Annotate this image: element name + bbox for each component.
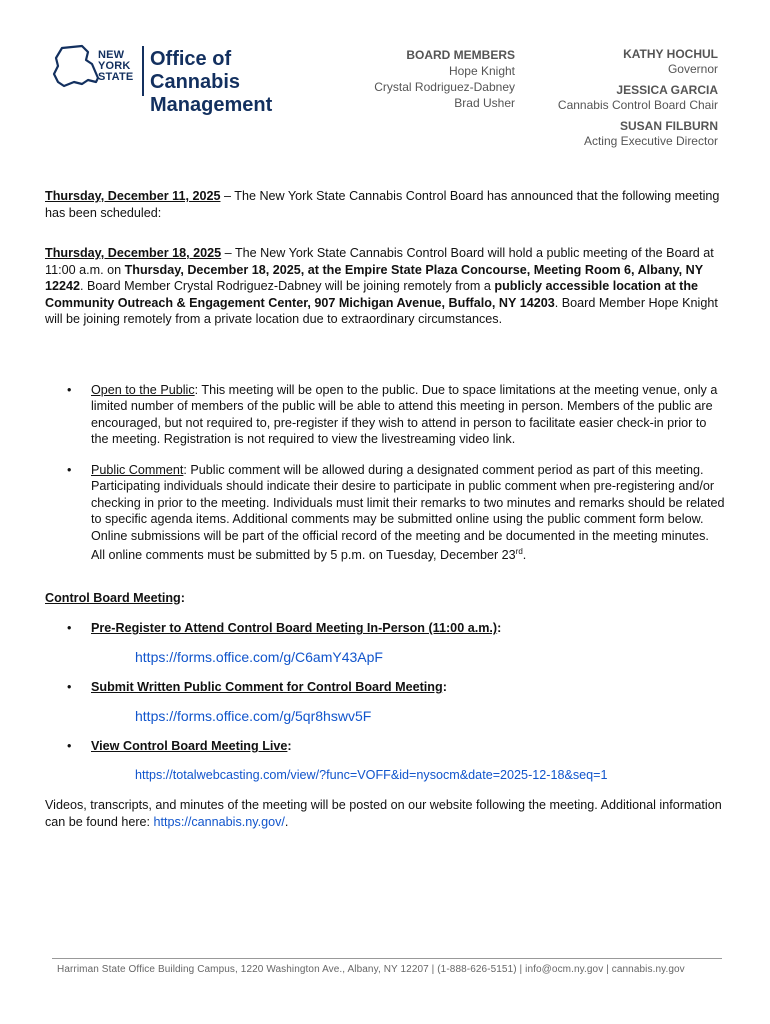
announcement-paragraph: Thursday, December 11, 2025 – The New York State Cannabis Control Board has announced that the following meeting has been scheduled:	[45, 189, 720, 220]
org-name: Office of Cannabis Management	[150, 48, 273, 116]
bullet-icon: •	[67, 462, 72, 477]
list-item: • View Control Board Meeting Live:	[67, 739, 292, 754]
footer-divider	[52, 958, 722, 959]
list-item: • Submit Written Public Comment for Control Board Meeting:	[67, 680, 447, 695]
new-york-state-wordmark: NEW YORK STATE	[98, 49, 134, 83]
meeting-location: Thursday, December 18, 2025, at the Empire State Plaza Concourse, Meeting Room 6, Albany, NY 12242	[45, 262, 703, 293]
bullet-icon: •	[67, 680, 72, 695]
board-member: Crystal Rodriguez-Dabney	[374, 80, 515, 94]
list-item: • Public Comment: Public comment will be allowed during a designated comment period as part of this meeting. Participating individuals should indicate their desire to participate in public comment when pre-registering and/or checking in prior to the meeting. Individuals must limit their remarks to two minutes and remarks should be related to specific agenda items. Additional comments may be submitted online using the public comment form below. Online submissions will be part of the official record of the meeting and be documented in the meeting minutes. All online comments must be submitted by 5 p.m. on Tuesday, December 23rd.	[67, 462, 725, 563]
public-comment-form-link[interactable]: https://forms.office.com/g/5qr8hswv5F	[135, 707, 372, 724]
pre-register-link[interactable]: https://forms.office.com/g/C6amY43ApF	[135, 648, 383, 665]
bullet-icon: •	[67, 621, 72, 636]
ocm-logo	[52, 44, 322, 116]
public-comment-form-label: Submit Written Public Comment for Control Board Meeting	[91, 680, 443, 695]
meeting-details-paragraph: Thursday, December 18, 2025 – The New York State Cannabis Control Board will hold a public meeting of the Board at 11:00 a.m. on Thursday, December 18, 2025, at the Empire State Plaza Concourse, Meeting Room 6, Albany, NY 12242. Board Member Crystal Rodriguez-Dabney will be joining remotely from a publicly accessible location at the Community Outreach & Engagement Center, 907 Michigan Avenue, Buffalo, NY 14203. Board Member Hope Knight will be joining remotely from a private location due to extraordinary circumstances.	[45, 246, 718, 326]
bullet-icon: •	[67, 382, 72, 397]
control-board-list-3	[45, 738, 725, 755]
remote-location: publicly accessible location at the Community Outreach & Engagement Center, 907 Michigan Avenue, Buffalo, NY 14203	[45, 279, 699, 310]
logo-divider	[142, 46, 144, 96]
pre-register-label: Pre-Register to Attend Control Board Meeting In-Person (11:00 a.m.)	[91, 621, 498, 636]
official-title: Cannabis Control Board Chair	[557, 98, 718, 112]
official-name: SUSAN FILBURN	[620, 119, 718, 133]
meeting-info-list	[45, 382, 725, 564]
list-item: • Open to the Public: This meeting will be open to the public. Due to space limitations at the meeting venue, only a limited number of members of the public will be able to attend this meeting in person. Members of the public are encouraged, but not required to, pre-register if they wish to attend in person to facilitate easier check-in prior to the meeting. Registration is not required to view the livestreaming video link.	[67, 382, 718, 446]
board-member: Hope Knight	[448, 64, 515, 78]
control-board-list	[45, 620, 725, 637]
closing-paragraph: Videos, transcripts, and minutes of the meeting will be posted on our website following the meeting. Additional information can be found here: https://cannabis.ny.gov/.	[45, 798, 722, 829]
website-link[interactable]: https://cannabis.ny.gov/	[153, 814, 285, 829]
new-york-state-map-icon	[52, 44, 100, 88]
bullet-icon: •	[67, 739, 72, 754]
official-name: JESSICA GARCIA	[616, 83, 718, 97]
official-title: Acting Executive Director	[583, 134, 718, 148]
board-members	[374, 47, 515, 111]
view-live-label: View Control Board Meeting Live	[91, 739, 288, 754]
view-live-link[interactable]: https://totalwebcasting.com/view/?func=VOFF&id=nysocm&date=2025-12-18&seq=1	[135, 767, 608, 782]
board-members-heading: BOARD MEMBERS	[406, 48, 515, 62]
meeting-date: Thursday, December 18, 2025	[45, 246, 222, 260]
official-title: Governor	[667, 62, 718, 76]
footer-contact: Harriman State Office Building Campus, 1220 Washington Ave., Albany, NY 12207 | (1-888-626-5151) | info@ocm.ny.gov | cannabis.ny.gov	[57, 964, 685, 975]
open-to-public-label: Open to the Public	[91, 382, 195, 397]
public-comment-label: Public Comment	[91, 462, 184, 477]
control-board-heading: Control Board Meeting:	[45, 590, 185, 605]
control-board-list-2	[45, 679, 725, 696]
officials-list	[558, 47, 718, 149]
announcement-date: Thursday, December 11, 2025	[45, 189, 221, 203]
document-body	[45, 188, 725, 830]
list-item: • Pre-Register to Attend Control Board Meeting In-Person (11:00 a.m.):	[67, 621, 502, 636]
board-member: Brad Usher	[454, 96, 515, 110]
official-name: KATHY HOCHUL	[623, 47, 718, 61]
